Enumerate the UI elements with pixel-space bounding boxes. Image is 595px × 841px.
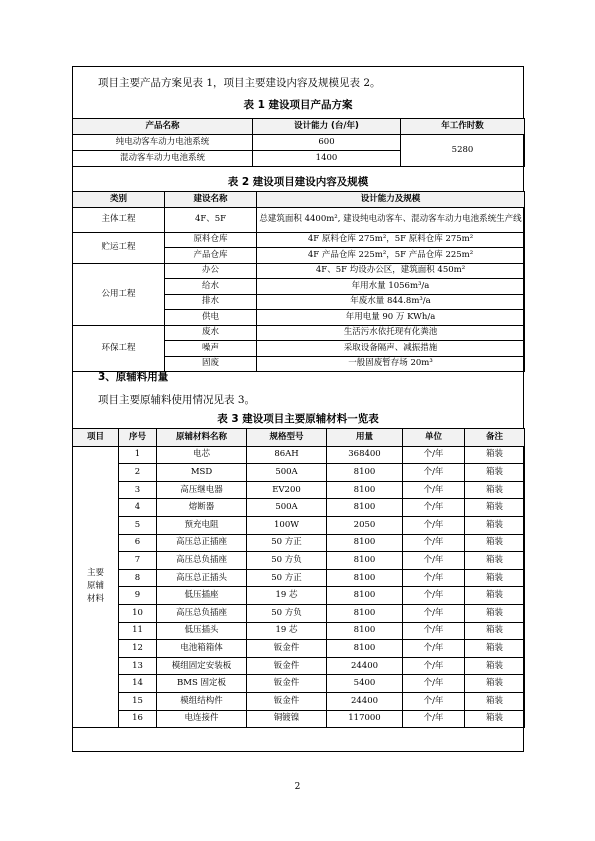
remark-cell: 箱装 bbox=[465, 710, 525, 728]
amount-cell: 8100 bbox=[327, 499, 403, 517]
table-row bbox=[73, 587, 525, 605]
construction-spec: 一般固废暂存场 20m³ bbox=[257, 356, 525, 372]
seq-cell: 13 bbox=[119, 657, 157, 675]
construction-spec: 4F、5F 均设办公区，建筑面积 450m² bbox=[257, 263, 525, 279]
table-row bbox=[73, 569, 525, 587]
construction-name: 供电 bbox=[165, 310, 257, 326]
spec-cell: 钣金件 bbox=[247, 692, 327, 710]
construction-name: 废水 bbox=[165, 325, 257, 341]
spec-cell: 19 芯 bbox=[247, 622, 327, 640]
material-name-cell: 高压继电器 bbox=[157, 481, 247, 499]
remark-cell: 箱装 bbox=[465, 552, 525, 570]
material-category: 主要 原辅 材料 bbox=[73, 446, 119, 728]
table-header-row bbox=[73, 192, 525, 208]
unit-cell: 个/年 bbox=[403, 622, 465, 640]
amount-cell: 8100 bbox=[327, 481, 403, 499]
construction-spec: 采取设备隔声、减振措施 bbox=[257, 341, 525, 357]
unit-cell: 个/年 bbox=[403, 464, 465, 482]
amount-cell: 8100 bbox=[327, 622, 403, 640]
table-row bbox=[73, 516, 525, 534]
seq-cell: 15 bbox=[119, 692, 157, 710]
seq-cell: 9 bbox=[119, 587, 157, 605]
material-name-cell: 预充电阻 bbox=[157, 516, 247, 534]
product-name: 混动客车动力电池系统 bbox=[73, 151, 253, 167]
col-work-hours: 年工作时数 bbox=[401, 119, 525, 135]
amount-cell: 8100 bbox=[327, 464, 403, 482]
amount-cell: 8100 bbox=[327, 569, 403, 587]
unit-cell: 个/年 bbox=[403, 587, 465, 605]
table-row bbox=[73, 446, 525, 464]
amount-cell: 2050 bbox=[327, 516, 403, 534]
amount-cell: 8100 bbox=[327, 552, 403, 570]
seq-cell: 3 bbox=[119, 481, 157, 499]
product-name: 纯电动客车动力电池系统 bbox=[73, 135, 253, 151]
seq-cell: 1 bbox=[119, 446, 157, 464]
product-capacity: 1400 bbox=[253, 151, 401, 167]
construction-name: 排水 bbox=[165, 294, 257, 310]
unit-cell: 个/年 bbox=[403, 640, 465, 658]
remark-cell: 箱装 bbox=[465, 569, 525, 587]
spec-cell: 铜镀镍 bbox=[247, 710, 327, 728]
product-plan-table bbox=[72, 118, 525, 167]
seq-cell: 8 bbox=[119, 569, 157, 587]
col-spec: 规格型号 bbox=[247, 429, 327, 447]
col-unit: 单位 bbox=[403, 429, 465, 447]
col-product-name: 产品名称 bbox=[73, 119, 253, 135]
amount-cell: 368400 bbox=[327, 446, 403, 464]
material-name-cell: 高压总正插头 bbox=[157, 569, 247, 587]
col-project: 项目 bbox=[73, 429, 119, 447]
table-row bbox=[73, 464, 525, 482]
table-row bbox=[73, 622, 525, 640]
table-row bbox=[73, 135, 525, 151]
intro-paragraph: 项目主要产品方案见表 1，项目主要建设内容及规模见表 2。 bbox=[98, 77, 381, 89]
table-header-row bbox=[73, 119, 525, 135]
work-hours: 5280 bbox=[401, 135, 525, 167]
spec-cell: 钣金件 bbox=[247, 675, 327, 693]
material-name-cell: 电池箱箱体 bbox=[157, 640, 247, 658]
material-name-cell: MSD bbox=[157, 464, 247, 482]
construction-spec: 年用水量 1056m³/a bbox=[257, 279, 525, 295]
seq-cell: 11 bbox=[119, 622, 157, 640]
material-name-cell: 电连接件 bbox=[157, 710, 247, 728]
material-name-cell: 熔断器 bbox=[157, 499, 247, 517]
amount-cell: 24400 bbox=[327, 657, 403, 675]
construction-spec: 4F 产品仓库 225m²，5F 产品仓库 225m² bbox=[257, 248, 525, 264]
col-construction-name: 建设名称 bbox=[165, 192, 257, 208]
category-cell: 环保工程 bbox=[73, 325, 165, 372]
remark-cell: 箱装 bbox=[465, 657, 525, 675]
table-row bbox=[73, 499, 525, 517]
unit-cell: 个/年 bbox=[403, 657, 465, 675]
table2-caption: 表 2 建设项目建设内容及规模 bbox=[227, 176, 369, 188]
col-amount: 用量 bbox=[327, 429, 403, 447]
amount-cell: 24400 bbox=[327, 692, 403, 710]
col-capacity: 设计能力 (台/年) bbox=[253, 119, 401, 135]
spec-cell: 100W bbox=[247, 516, 327, 534]
category-cell: 公用工程 bbox=[73, 263, 165, 325]
construction-name: 办公 bbox=[165, 263, 257, 279]
unit-cell: 个/年 bbox=[403, 481, 465, 499]
unit-cell: 个/年 bbox=[403, 710, 465, 728]
material-name-cell: 电芯 bbox=[157, 446, 247, 464]
remark-cell: 箱装 bbox=[465, 640, 525, 658]
material-name-cell: 模组结构件 bbox=[157, 692, 247, 710]
spec-cell: 钣金件 bbox=[247, 640, 327, 658]
remark-cell: 箱装 bbox=[465, 587, 525, 605]
materials-table bbox=[72, 428, 525, 728]
construction-name: 4F、5F bbox=[165, 207, 257, 232]
material-name-cell: 高压总负插座 bbox=[157, 552, 247, 570]
seq-cell: 4 bbox=[119, 499, 157, 517]
remark-cell: 箱装 bbox=[465, 675, 525, 693]
table-row bbox=[73, 534, 525, 552]
material-name-cell: 低压插头 bbox=[157, 622, 247, 640]
amount-cell: 8100 bbox=[327, 640, 403, 658]
seq-cell: 7 bbox=[119, 552, 157, 570]
seq-cell: 16 bbox=[119, 710, 157, 728]
construction-spec: 年用电量 90 万 KWh/a bbox=[257, 310, 525, 326]
seq-cell: 12 bbox=[119, 640, 157, 658]
spec-cell: 500A bbox=[247, 464, 327, 482]
seq-cell: 14 bbox=[119, 675, 157, 693]
unit-cell: 个/年 bbox=[403, 675, 465, 693]
amount-cell: 117000 bbox=[327, 710, 403, 728]
seq-cell: 5 bbox=[119, 516, 157, 534]
construction-name: 固废 bbox=[165, 356, 257, 372]
construction-name: 噪声 bbox=[165, 341, 257, 357]
material-name-cell: 高压总正插座 bbox=[157, 534, 247, 552]
construction-spec: 4F 原料仓库 275m²，5F 原料仓库 275m² bbox=[257, 232, 525, 248]
amount-cell: 8100 bbox=[327, 587, 403, 605]
col-category: 类别 bbox=[73, 192, 165, 208]
table-row bbox=[73, 325, 525, 341]
col-remark: 备注 bbox=[465, 429, 525, 447]
spec-cell: 500A bbox=[247, 499, 327, 517]
unit-cell: 个/年 bbox=[403, 446, 465, 464]
construction-spec: 年废水量 844.8m³/a bbox=[257, 294, 525, 310]
spec-cell: 钣金件 bbox=[247, 657, 327, 675]
table-row bbox=[73, 675, 525, 693]
amount-cell: 5400 bbox=[327, 675, 403, 693]
unit-cell: 个/年 bbox=[403, 534, 465, 552]
material-name-cell: BMS 固定板 bbox=[157, 675, 247, 693]
section3-paragraph: 项目主要原辅料使用情况见表 3。 bbox=[98, 394, 256, 406]
remark-cell: 箱装 bbox=[465, 534, 525, 552]
table-row bbox=[73, 657, 525, 675]
unit-cell: 个/年 bbox=[403, 552, 465, 570]
section3-heading: 3、原辅料用量 bbox=[98, 371, 169, 383]
unit-cell: 个/年 bbox=[403, 569, 465, 587]
spec-cell: 19 芯 bbox=[247, 587, 327, 605]
remark-cell: 箱装 bbox=[465, 499, 525, 517]
spec-cell: 86AH bbox=[247, 446, 327, 464]
amount-cell: 8100 bbox=[327, 604, 403, 622]
col-seq: 序号 bbox=[119, 429, 157, 447]
table-row bbox=[73, 232, 525, 248]
product-capacity: 600 bbox=[253, 135, 401, 151]
remark-cell: 箱装 bbox=[465, 622, 525, 640]
category-cell: 主体工程 bbox=[73, 207, 165, 232]
table1-caption: 表 1 建设项目产品方案 bbox=[243, 99, 353, 111]
construction-name: 给水 bbox=[165, 279, 257, 295]
construction-name: 产品仓库 bbox=[165, 248, 257, 264]
construction-spec: 生活污水依托现有化粪池 bbox=[257, 325, 525, 341]
unit-cell: 个/年 bbox=[403, 499, 465, 517]
amount-cell: 8100 bbox=[327, 534, 403, 552]
remark-cell: 箱装 bbox=[465, 446, 525, 464]
unit-cell: 个/年 bbox=[403, 604, 465, 622]
material-name-cell: 模组固定安装板 bbox=[157, 657, 247, 675]
remark-cell: 箱装 bbox=[465, 464, 525, 482]
table-row bbox=[73, 552, 525, 570]
seq-cell: 2 bbox=[119, 464, 157, 482]
category-cell: 贮运工程 bbox=[73, 232, 165, 263]
remark-cell: 箱装 bbox=[465, 692, 525, 710]
spec-cell: 50 方正 bbox=[247, 534, 327, 552]
table-row bbox=[73, 207, 525, 232]
unit-cell: 个/年 bbox=[403, 692, 465, 710]
construction-spec: 总建筑面积 4400m², 建设纯电动客车、混动客车动力电池系统生产线 bbox=[257, 207, 525, 232]
remark-cell: 箱装 bbox=[465, 604, 525, 622]
unit-cell: 个/年 bbox=[403, 516, 465, 534]
table-row bbox=[73, 692, 525, 710]
spec-cell: 50 方正 bbox=[247, 569, 327, 587]
material-name-cell: 低压插座 bbox=[157, 587, 247, 605]
seq-cell: 10 bbox=[119, 604, 157, 622]
col-design-capacity: 设计能力及规模 bbox=[257, 192, 525, 208]
seq-cell: 6 bbox=[119, 534, 157, 552]
table-row bbox=[73, 481, 525, 499]
table-row bbox=[73, 640, 525, 658]
table-header-row bbox=[73, 429, 525, 447]
col-material-name: 原辅材料名称 bbox=[157, 429, 247, 447]
table3-caption: 表 3 建设项目主要原辅材料一览表 bbox=[217, 413, 379, 425]
remark-cell: 箱装 bbox=[465, 516, 525, 534]
table-row bbox=[73, 604, 525, 622]
page-number: 2 bbox=[294, 782, 301, 792]
spec-cell: 50 方负 bbox=[247, 604, 327, 622]
material-name-cell: 高压总负插座 bbox=[157, 604, 247, 622]
construction-name: 原料仓库 bbox=[165, 232, 257, 248]
spec-cell: 50 方负 bbox=[247, 552, 327, 570]
spec-cell: EV200 bbox=[247, 481, 327, 499]
table-row bbox=[73, 263, 525, 279]
construction-table bbox=[72, 191, 525, 372]
remark-cell: 箱装 bbox=[465, 481, 525, 499]
table-row bbox=[73, 710, 525, 728]
